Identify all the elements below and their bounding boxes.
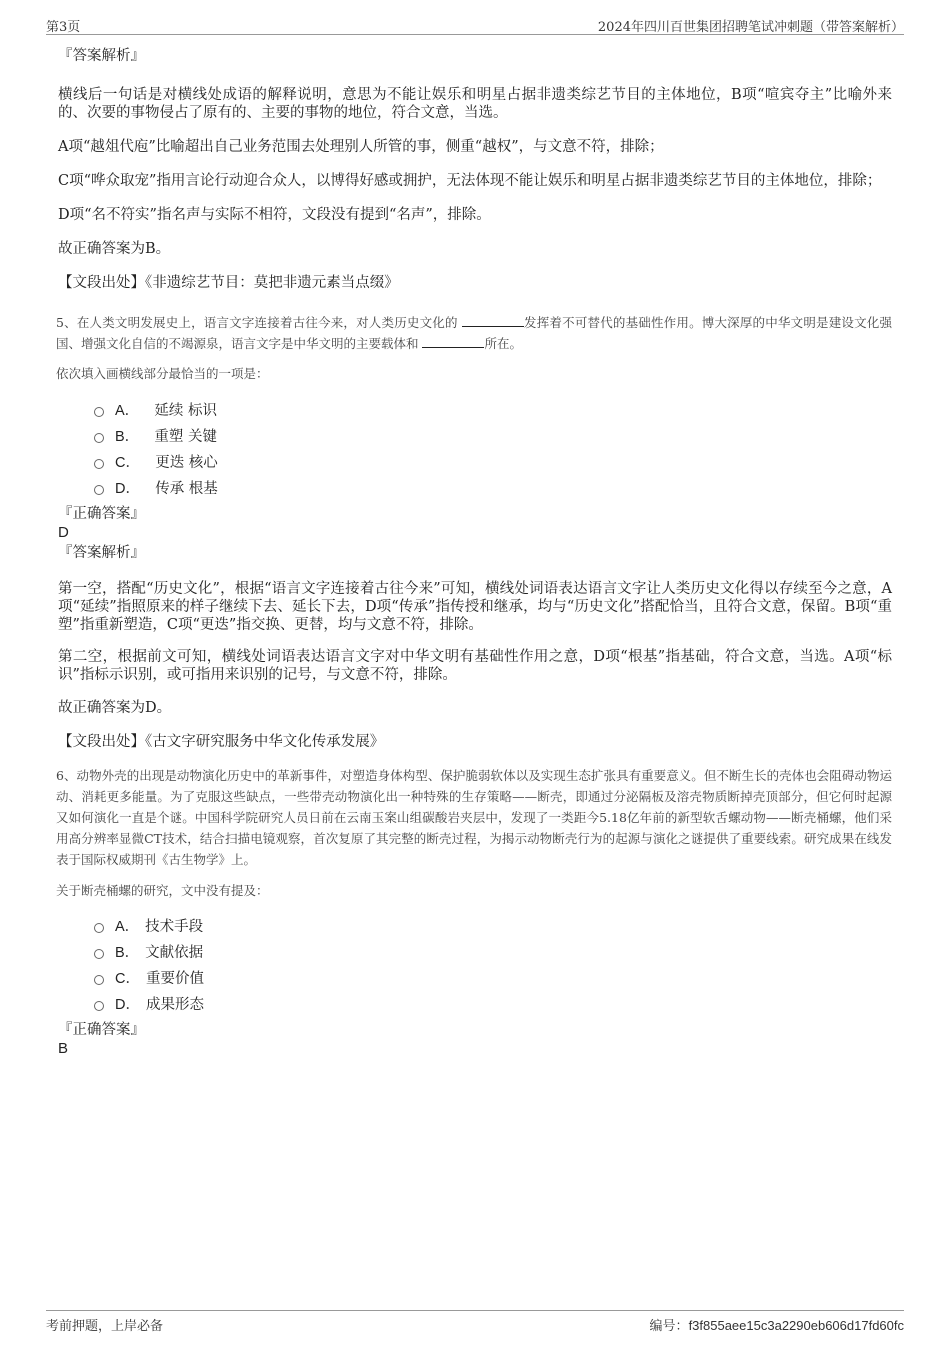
analysis-label: 『答案解析』	[58, 48, 145, 64]
question-stem: 5、在人类文明发展史上，语言文字连接着古往今来，对人类历史文化的 发挥着不可替代的基础性作用。博大深厚的中华文明是建设文化强国、增强文化自信的不竭源泉，语言文字是中华文明的主要载体和 所在。	[56, 315, 892, 351]
question-6	[56, 765, 892, 1057]
document-title: 2024年四川百世集团招聘笔试冲刺题（带答案解析）	[597, 20, 904, 35]
correct-answer-label: 『正确答案』	[58, 506, 145, 522]
question-stem: 6、动物外壳的出现是动物演化历史中的革新事件，对塑造身体构型、保护脆弱软体以及实现生态扩张具有重要意义。但不断生长的壳体也会阻碍动物运动、消耗更多能量。为了克服这些缺点，一些带壳动物演化出一种特殊的生存策略——断壳，即通过分泌隔板及溶壳物质断掉壳顶部分，但它何时起源又如何演化一直是个谜。中国科学院研究人员日前在云南玉案山组碳酸岩夹层中，发现了一类距今5.18亿年前的新型软舌螺动物——断壳桶螺，他们采用高分辨率显微CT技术，结合扫描电镜观察，首次复原了其完整的断壳过程，为揭示动物断壳行为的起源与演化之谜提供了重要线索。研究成果在线发表于国际权威期刊《古生物学》上。	[56, 768, 892, 867]
correct-answer-value: B	[58, 1040, 69, 1057]
conclusion: 故正确答案为D。	[58, 700, 172, 716]
option-d[interactable]: D． 传承 根基	[94, 474, 892, 500]
radio-icon[interactable]	[94, 485, 104, 495]
radio-icon[interactable]	[94, 923, 104, 933]
option-a[interactable]: A． 技术手段	[94, 912, 892, 938]
analysis-paragraph: 第二空，根据前文可知，横线处词语表达语言文字对中华文明有基础性作用之意，D项“根基”指基础，符合文意，当选。A项“标识”指标示识别，或可指用来识别的记号，与文意不符，排除。	[58, 649, 892, 683]
radio-icon[interactable]	[94, 433, 104, 443]
analysis-paragraph: 第一空，搭配“历史文化”，根据“语言文字连接着古往今来”可知，横线处词语表达语言文字让人类历史文化得以存续至今之意，A项“延续”指照原来的样子继续下去、延长下去，D项“传承”指传授和继承，均与“历史文化”搭配恰当，且符合文意，保留。B项“重塑”指重新塑造，C项“更迭”指交换、更替，均与文意不符，排除。	[58, 581, 892, 633]
analysis-paragraph: 横线后一句话是对横线处成语的解释说明，意思为不能让娱乐和明星占据非遗类综艺节目的主体地位，B项“喧宾夺主”比喻外来的、次要的事物侵占了原有的、主要的事物的地位，符合文意，当选。	[58, 87, 892, 121]
footer-slogan: 考前押题，上岸必备	[46, 1319, 164, 1334]
prev-question-section	[56, 46, 892, 292]
correct-answer-value: D	[58, 524, 69, 541]
page-header	[46, 14, 904, 35]
question-prompt: 关于断壳桶螺的研究，文中没有提及：	[56, 883, 269, 898]
source-citation: 【文段出处】《古文字研究服务中华文化传承发展》	[58, 734, 385, 750]
page-content	[56, 44, 892, 1057]
radio-icon[interactable]	[94, 975, 104, 985]
fill-blank	[462, 314, 524, 327]
page-footer	[46, 1310, 904, 1333]
page-number: 第3页	[46, 20, 81, 35]
conclusion: 故正确答案为B。	[58, 241, 171, 257]
option-b[interactable]: B． 重塑 关键	[94, 422, 892, 448]
option-d[interactable]: D． 成果形态	[94, 990, 892, 1016]
option-list	[56, 396, 892, 500]
radio-icon[interactable]	[94, 459, 104, 469]
option-c[interactable]: C． 更迭 核心	[94, 448, 892, 474]
option-c[interactable]: C． 重要价值	[94, 964, 892, 990]
source-citation: 【文段出处】《非遗综艺节目：莫把非遗元素当点缀》	[58, 275, 399, 291]
analysis-paragraph: D项“名不符实”指名声与实际不相符，文段没有提到“名声”，排除。	[58, 207, 491, 223]
document-code: 编号：f3f855aee15c3a2290eb606d17fd60fc	[649, 1318, 904, 1334]
radio-icon[interactable]	[94, 1001, 104, 1011]
analysis-paragraph: A项“越俎代庖”比喻超出自己业务范围去处理别人所管的事，侧重“越权”，与文意不符，排除；	[58, 139, 664, 155]
option-a[interactable]: A． 延续 标识	[94, 396, 892, 422]
correct-answer-label: 『正确答案』	[58, 1022, 145, 1038]
analysis-label: 『答案解析』	[58, 545, 145, 561]
radio-icon[interactable]	[94, 407, 104, 417]
radio-icon[interactable]	[94, 949, 104, 959]
analysis-paragraph: C项“哗众取宠”指用言论行动迎合众人，以博得好感或拥护，无法体现不能让娱乐和明星占据非遗类综艺节目的主体地位，排除；	[58, 173, 882, 189]
fill-blank	[422, 335, 484, 348]
question-prompt: 依次填入画横线部分最恰当的一项是：	[56, 366, 269, 381]
option-list	[56, 912, 892, 1016]
option-b[interactable]: B． 文献依据	[94, 938, 892, 964]
question-5	[56, 312, 892, 751]
